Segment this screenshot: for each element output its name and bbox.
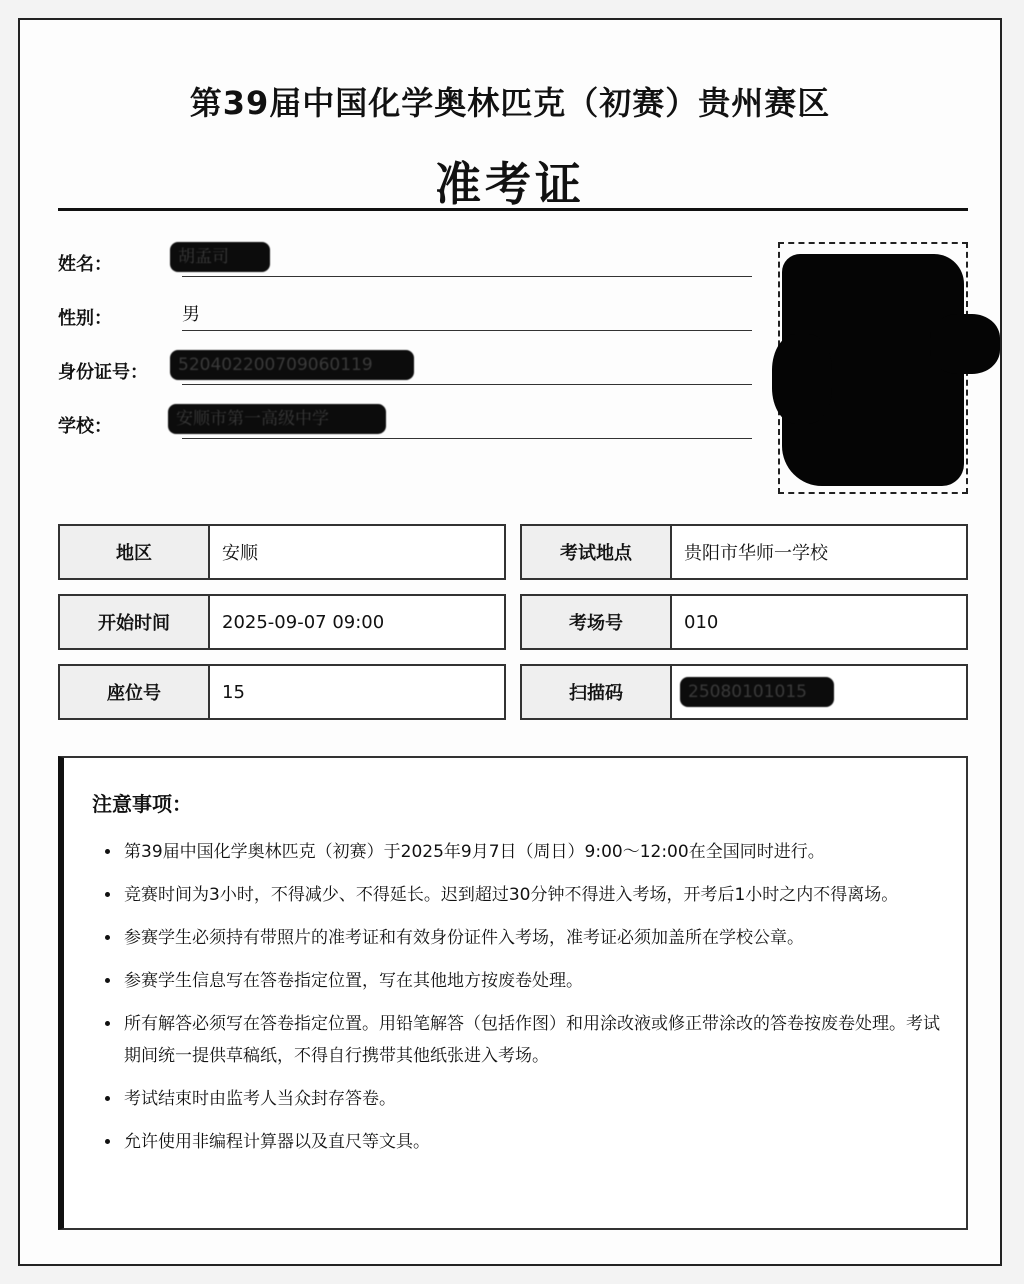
seat-number-value: 15: [222, 681, 245, 703]
gender-label: 性别：: [58, 308, 112, 329]
notice-item: • 第39届中国化学奥林匹克（初赛）于2025年9月7日（周日）9:00～12:00在全国同时进行。: [122, 836, 952, 868]
info-cell-start-time: [58, 594, 506, 650]
name-label: 姓名：: [58, 254, 112, 275]
id-number-underline: [182, 384, 752, 385]
info-cell-exam-location: [520, 524, 968, 580]
notice-item: • 竞赛时间为3小时，不得减少、不得延长。迟到超过30分钟不得进入考场，开考后1小时之内不得离场。: [122, 879, 952, 911]
school-value-redacted: 安顺市第一高级中学: [168, 404, 386, 434]
region-value: 安顺: [222, 543, 258, 564]
info-cell-scan-code: [520, 664, 968, 720]
gender-value: 男: [182, 304, 200, 325]
notice-box: [58, 756, 968, 1230]
notice-title: 注意事项：: [92, 792, 192, 816]
photo-redaction-edge-left: [772, 334, 832, 424]
start-time-value: 2025-09-07 09:00: [222, 611, 385, 633]
exam-location-value: 贵阳市华师一学校: [684, 543, 828, 564]
notice-item: • 允许使用非编程计算器以及直尺等文具。: [122, 1126, 952, 1158]
seat-number-key: 座位号: [60, 666, 210, 718]
name-underline: [182, 276, 752, 277]
photo-redaction-edge-right: [930, 314, 1000, 374]
exam-location-key: 考试地点: [522, 526, 672, 578]
notice-item: • 所有解答必须写在答卷指定位置。用铅笔解答（包括作图）和用涂改液或修正带涂改的答卷按废卷处理。考试期间统一提供草稿纸，不得自行携带其他纸张进入考场。: [122, 1008, 952, 1072]
start-time-key: 开始时间: [60, 596, 210, 648]
school-label: 学校：: [58, 416, 112, 437]
notice-item: • 考试结束时由监考人当众封存答卷。: [122, 1083, 952, 1115]
page-subtitle: 准考证: [435, 157, 585, 211]
id-number-label: 身份证号：: [58, 362, 148, 383]
notice-list: [104, 836, 952, 1169]
photo-box: [778, 242, 968, 494]
gender-underline: [182, 330, 752, 331]
notice-item: • 参赛学生必须持有带照片的准考证和有效身份证件入考场，准考证必须加盖所在学校公章。: [122, 922, 952, 954]
scan-code-value-redacted: 25080101015: [680, 677, 834, 707]
info-cell-seat-number: [58, 664, 506, 720]
name-value-redacted: 胡孟司: [170, 242, 270, 272]
id-number-value-redacted: 520402200709060119: [170, 350, 414, 380]
admission-ticket: [18, 18, 1002, 1266]
page-title: 第39届中国化学奥林匹克（初赛）贵州赛区: [189, 84, 831, 122]
notice-item: • 参赛学生信息写在答卷指定位置，写在其他地方按废卷处理。: [122, 965, 952, 997]
school-underline: [182, 438, 752, 439]
info-cell-room-number: [520, 594, 968, 650]
scan-code-key: 扫描码: [522, 666, 672, 718]
room-number-value: 010: [684, 611, 719, 633]
region-key: 地区: [60, 526, 210, 578]
title-divider: [58, 208, 968, 211]
room-number-key: 考场号: [522, 596, 672, 648]
info-cell-region: [58, 524, 506, 580]
